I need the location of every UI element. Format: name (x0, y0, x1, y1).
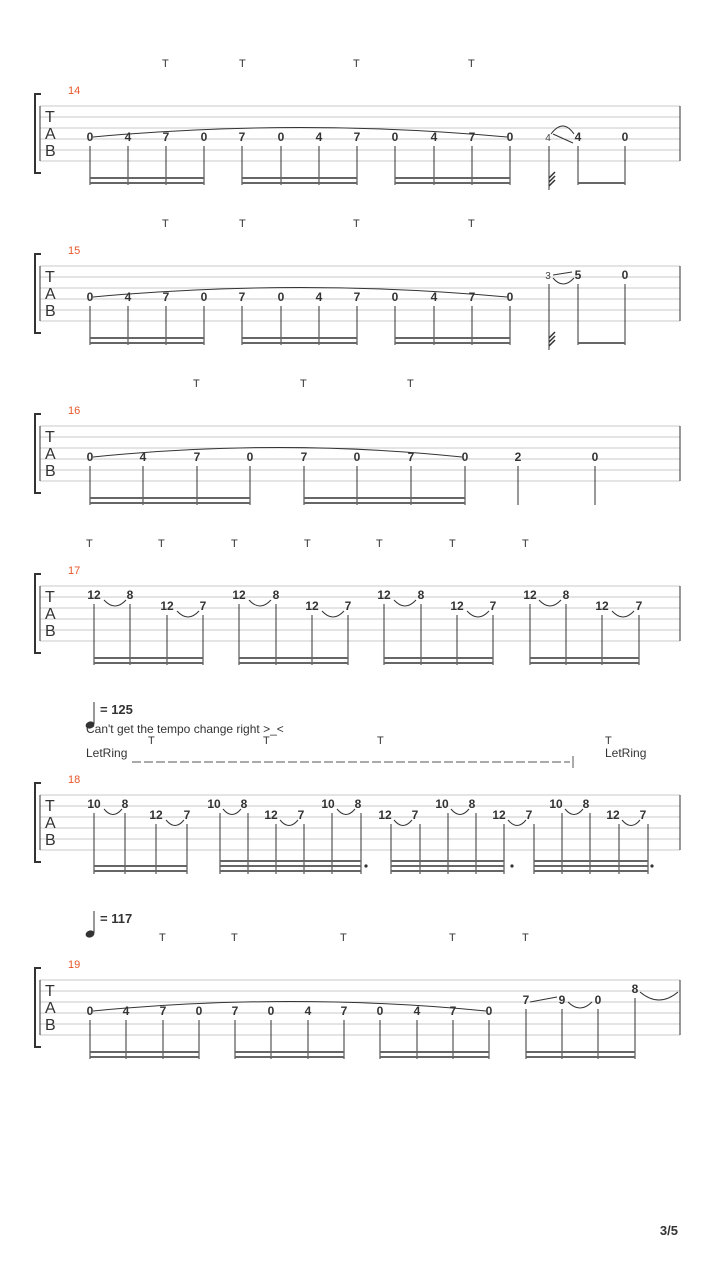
measure-number: 17 (68, 565, 81, 577)
t-mark: T (162, 218, 169, 230)
fret-number: 4 (574, 130, 582, 144)
slur (93, 288, 507, 298)
t-mark: T (162, 58, 169, 70)
svg-text:T: T (45, 269, 55, 286)
fret-numbers (87, 130, 629, 144)
t-mark: T (300, 378, 307, 390)
page-number: 3/5 (659, 1223, 678, 1238)
tempo-text: = 125 (100, 702, 133, 717)
slur (93, 128, 507, 138)
t-mark: T (449, 932, 456, 944)
beams (94, 657, 639, 664)
fret-number: 12 (523, 588, 537, 602)
fret-number: 12 (492, 808, 506, 822)
t-mark: T (353, 218, 360, 230)
fret-number: 7 (353, 130, 361, 144)
fret-number: 7 (183, 808, 191, 822)
fret-number: 8 (121, 797, 129, 811)
fret-number: 0 (86, 450, 94, 464)
fret-number: 4 (413, 1004, 421, 1018)
fret-number: 0 (621, 268, 629, 282)
system-measure-16 (35, 378, 680, 505)
t-mark: T (231, 932, 238, 944)
t-marks (159, 932, 529, 944)
fret-number: 5 (574, 268, 582, 282)
measure-number: 16 (68, 405, 81, 417)
fret-number: 4 (304, 1004, 312, 1018)
slide (530, 997, 557, 1002)
fret-numbers (87, 797, 646, 822)
fret-number: 0 (200, 290, 208, 304)
fret-number: 4 (430, 290, 438, 304)
fret-number: 7 (162, 130, 170, 144)
fret-number: 8 (240, 797, 248, 811)
fret-number: 8 (417, 588, 425, 602)
tab-clef (45, 798, 56, 849)
fret-number: 10 (207, 797, 221, 811)
fret-number: 7 (238, 290, 246, 304)
fret-number: 12 (232, 588, 246, 602)
fret-number: 12 (377, 588, 391, 602)
fret-number: 0 (621, 130, 629, 144)
fret-number: 8 (631, 982, 639, 996)
t-mark: T (377, 735, 384, 747)
fret-number: 7 (635, 599, 643, 613)
fret-number-grace: 4 (545, 133, 551, 144)
fret-number-grace: 3 (545, 271, 551, 282)
fret-number: 0 (86, 290, 94, 304)
stems (90, 998, 635, 1059)
svg-text:T: T (45, 983, 55, 1000)
svg-text:B: B (45, 623, 56, 640)
fret-number: 7 (353, 290, 361, 304)
t-mark: T (407, 378, 414, 390)
fret-number: 8 (562, 588, 570, 602)
fret-number: 0 (246, 450, 254, 464)
fret-number: 10 (435, 797, 449, 811)
fret-number: 8 (582, 797, 590, 811)
fret-number: 7 (193, 450, 201, 464)
fret-number: 12 (595, 599, 609, 613)
fret-number: 12 (378, 808, 392, 822)
letring-label: LetRing (605, 746, 647, 760)
fret-number: 12 (264, 808, 278, 822)
fret-number: 4 (139, 450, 147, 464)
fret-number: 0 (195, 1004, 203, 1018)
slur (553, 278, 574, 284)
t-marks (86, 538, 529, 550)
measure-number: 18 (68, 774, 81, 786)
svg-text:A: A (45, 606, 56, 623)
t-marks (162, 58, 475, 70)
staff-lines (40, 586, 680, 641)
fret-number: 12 (450, 599, 464, 613)
fret-number: 7 (522, 993, 530, 1007)
measure-number: 15 (68, 245, 81, 257)
t-mark: T (376, 538, 383, 550)
fret-number: 0 (200, 130, 208, 144)
svg-text:T: T (45, 798, 55, 815)
fret-number: 0 (485, 1004, 493, 1018)
measure-number: 19 (68, 959, 81, 971)
svg-text:B: B (45, 303, 56, 320)
fret-number: 10 (549, 797, 563, 811)
slur (93, 1002, 486, 1012)
t-mark: T (148, 735, 155, 747)
fret-number: 10 (321, 797, 335, 811)
tab-clef (45, 429, 56, 480)
fret-number: 7 (300, 450, 308, 464)
fret-number: 7 (525, 808, 533, 822)
t-mark: T (263, 735, 270, 747)
t-mark: T (239, 218, 246, 230)
fret-number: 0 (86, 1004, 94, 1018)
svg-text:A: A (45, 815, 56, 832)
fret-number: 7 (449, 1004, 457, 1018)
fret-number: 0 (506, 290, 514, 304)
fret-number: 12 (149, 808, 163, 822)
fret-number: 7 (340, 1004, 348, 1018)
svg-text:T: T (45, 109, 55, 126)
t-mark: T (468, 58, 475, 70)
fret-number: 8 (272, 588, 280, 602)
fret-number: 12 (305, 599, 319, 613)
fret-number: 0 (506, 130, 514, 144)
stems-beams (94, 604, 639, 665)
fret-number: 4 (122, 1004, 130, 1018)
fret-number: 0 (376, 1004, 384, 1018)
svg-text:A: A (45, 1000, 56, 1017)
fret-number: 0 (594, 993, 602, 1007)
svg-text:B: B (45, 463, 56, 480)
fret-number: 8 (126, 588, 134, 602)
fret-number: 7 (489, 599, 497, 613)
fret-number: 7 (411, 808, 419, 822)
fret-number: 7 (468, 130, 476, 144)
tempo-marking (85, 911, 133, 939)
t-mark: T (353, 58, 360, 70)
t-mark: T (468, 218, 475, 230)
fret-number: 0 (277, 290, 285, 304)
svg-text:B: B (45, 143, 56, 160)
slur (93, 448, 462, 458)
fret-number: 7 (238, 130, 246, 144)
fret-number: 7 (407, 450, 415, 464)
t-mark: T (86, 538, 93, 550)
fret-number: 0 (86, 130, 94, 144)
t-mark: T (605, 735, 612, 747)
tab-clef (45, 983, 56, 1034)
fret-number: 8 (354, 797, 362, 811)
fret-number: 0 (267, 1004, 275, 1018)
fret-number: 0 (591, 450, 599, 464)
fret-number: 4 (315, 290, 323, 304)
svg-text:T: T (45, 589, 55, 606)
fret-number: 0 (461, 450, 469, 464)
fret-numbers (87, 588, 642, 613)
t-mark: T (304, 538, 311, 550)
beams (94, 860, 648, 872)
fret-number: 0 (391, 130, 399, 144)
fret-number: 12 (160, 599, 174, 613)
t-mark: T (340, 932, 347, 944)
grace-flags (549, 172, 555, 186)
beams (90, 497, 465, 504)
t-mark: T (449, 538, 456, 550)
fret-number: 8 (468, 797, 476, 811)
fret-number: 0 (277, 130, 285, 144)
slide (553, 272, 572, 275)
system-measure-17 (35, 538, 680, 665)
comment-text: Can't get the tempo change right >_< (86, 722, 284, 736)
t-mark: T (239, 58, 246, 70)
svg-text:T: T (45, 429, 55, 446)
t-marks (193, 378, 414, 390)
fret-number: 7 (159, 1004, 167, 1018)
fret-number: 12 (87, 588, 101, 602)
fret-number: 0 (353, 450, 361, 464)
fret-number: 12 (606, 808, 620, 822)
fret-number: 0 (391, 290, 399, 304)
t-mark: T (522, 932, 529, 944)
beams (90, 1051, 635, 1058)
tempo-text: = 117 (100, 911, 133, 926)
slur (551, 126, 574, 134)
stems-beams (90, 466, 595, 505)
tab-clef (45, 589, 56, 640)
fret-number: 9 (558, 993, 566, 1007)
system-measure-14 (35, 58, 680, 190)
fret-number: 7 (199, 599, 207, 613)
t-mark: T (193, 378, 200, 390)
fret-number: 7 (297, 808, 305, 822)
letring-label: LetRing (86, 746, 128, 760)
fret-number: 7 (639, 808, 647, 822)
fret-number: 4 (124, 130, 132, 144)
t-mark: T (159, 932, 166, 944)
system-measure-15 (35, 218, 680, 350)
grace-flags (549, 332, 555, 346)
measure-number: 14 (68, 85, 81, 97)
svg-text:A: A (45, 446, 56, 463)
t-mark: T (522, 538, 529, 550)
slur (568, 1002, 592, 1008)
fret-number: 4 (315, 130, 323, 144)
system-measure-18 (35, 702, 680, 874)
stems (94, 813, 648, 874)
t-mark: T (231, 538, 238, 550)
fret-number: 7 (162, 290, 170, 304)
t-marks (162, 218, 475, 230)
t-marks (148, 735, 612, 747)
fret-number: 7 (468, 290, 476, 304)
system-measure-19 (35, 911, 680, 1059)
fret-number: 7 (344, 599, 352, 613)
svg-text:A: A (45, 286, 56, 303)
slur (640, 992, 678, 1000)
tab-clef (45, 109, 56, 160)
fret-number: 4 (430, 130, 438, 144)
fret-number: 10 (87, 797, 101, 811)
tab-clef (45, 269, 56, 320)
t-mark: T (158, 538, 165, 550)
svg-text:B: B (45, 832, 56, 849)
fret-number: 7 (231, 1004, 239, 1018)
fret-number: 2 (514, 450, 522, 464)
svg-text:A: A (45, 126, 56, 143)
fret-numbers (87, 450, 599, 464)
svg-text:B: B (45, 1017, 56, 1034)
fret-number: 4 (124, 290, 132, 304)
